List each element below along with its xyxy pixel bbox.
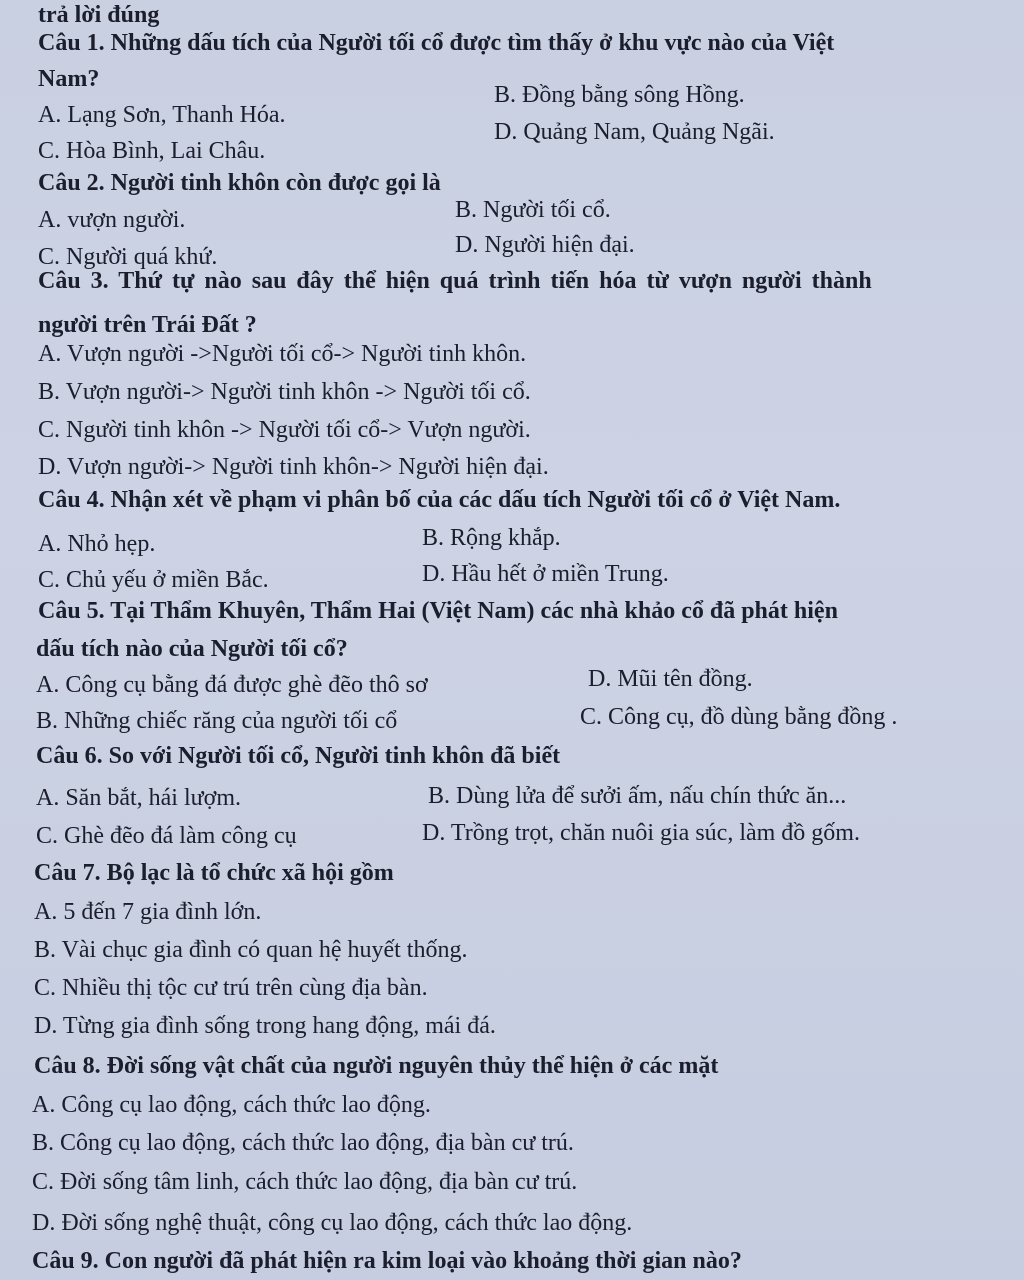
question-3-title: Câu 3. Thứ tự nào sau đây thể hiện quá trình tiến hóa từ vượn người thành bbox=[38, 268, 872, 294]
question-1-option-d: D. Quảng Nam, Quảng Ngãi. bbox=[494, 119, 775, 145]
question-7-title: Câu 7. Bộ lạc là tổ chức xã hội gồm bbox=[34, 860, 394, 886]
question-5-title: Câu 5. Tại Thẩm Khuyên, Thẩm Hai (Việt Nam) các nhà khảo cổ đã phát hiện bbox=[38, 598, 838, 624]
question-1-option-a: A. Lạng Sơn, Thanh Hóa. bbox=[38, 102, 286, 128]
question-3-option-a: A. Vượn người ->Người tối cổ-> Người tinh khôn. bbox=[38, 341, 527, 367]
question-9-title: Câu 9. Con người đã phát hiện ra kim loại vào khoảng thời gian nào? bbox=[32, 1248, 742, 1274]
question-3-title-cont: người trên Trái Đất ? bbox=[38, 312, 257, 338]
question-1-title-cont: Nam? bbox=[38, 66, 100, 92]
question-4-option-d: D. Hầu hết ở miền Trung. bbox=[422, 561, 669, 587]
question-6-option-b: B. Dùng lửa để sưởi ấm, nấu chín thức ăn... bbox=[428, 783, 847, 809]
question-7-option-c: C. Nhiều thị tộc cư trú trên cùng địa bàn. bbox=[34, 975, 428, 1001]
question-2-option-c: C. Người quá khứ. bbox=[38, 244, 218, 270]
question-3-option-b: B. Vượn người-> Người tinh khôn -> Người tối cổ. bbox=[38, 379, 531, 405]
question-8-option-a: A. Công cụ lao động, cách thức lao động. bbox=[32, 1092, 431, 1118]
question-5-option-b: B. Những chiếc răng của người tối cổ bbox=[36, 708, 398, 734]
question-4-option-a: A. Nhỏ hẹp. bbox=[38, 531, 156, 557]
question-1-option-b: B. Đồng bằng sông Hồng. bbox=[494, 82, 745, 108]
question-4-title: Câu 4. Nhận xét về phạm vi phân bố của các dấu tích Người tối cổ ở Việt Nam. bbox=[38, 487, 841, 513]
question-3-option-c: C. Người tinh khôn -> Người tối cổ-> Vượn người. bbox=[38, 417, 531, 443]
question-1-option-c: C. Hòa Bình, Lai Châu. bbox=[38, 138, 266, 164]
question-5-option-d: D. Mũi tên đồng. bbox=[588, 666, 753, 692]
question-8-option-c: C. Đời sống tâm linh, cách thức lao động, địa bàn cư trú. bbox=[32, 1169, 578, 1195]
question-6-option-c: C. Ghè đẽo đá làm công cụ bbox=[36, 823, 297, 849]
question-8-title: Câu 8. Đời sống vật chất của người nguyên thủy thể hiện ở các mặt bbox=[34, 1053, 719, 1079]
question-3-option-d: D. Vượn người-> Người tinh khôn-> Người hiện đại. bbox=[38, 454, 549, 480]
question-2-option-b: B. Người tối cổ. bbox=[455, 197, 611, 223]
question-2-title: Câu 2. Người tinh khôn còn được gọi là bbox=[38, 170, 441, 196]
question-8-option-b: B. Công cụ lao động, cách thức lao động, địa bàn cư trú. bbox=[32, 1130, 574, 1156]
question-8-option-d: D. Đời sống nghệ thuật, công cụ lao động, cách thức lao động. bbox=[32, 1210, 633, 1236]
question-2-option-a: A. vượn người. bbox=[38, 207, 186, 233]
question-2-option-d: D. Người hiện đại. bbox=[455, 232, 635, 258]
question-5-option-c: C. Công cụ, đồ dùng bằng đồng . bbox=[580, 704, 898, 730]
question-6-option-d: D. Trồng trọt, chăn nuôi gia súc, làm đồ gốm. bbox=[422, 820, 860, 846]
question-6-option-a: A. Săn bắt, hái lượm. bbox=[36, 785, 242, 811]
question-7-option-d: D. Từng gia đình sống trong hang động, mái đá. bbox=[34, 1013, 496, 1039]
question-1-title: Câu 1. Những dấu tích của Người tối cổ được tìm thấy ở khu vực nào của Việt bbox=[38, 30, 835, 56]
question-4-option-c: C. Chủ yếu ở miền Bắc. bbox=[38, 567, 269, 593]
question-7-option-b: B. Vài chục gia đình có quan hệ huyết thống. bbox=[34, 937, 468, 963]
question-6-title: Câu 6. So với Người tối cổ, Người tinh khôn đã biết bbox=[36, 743, 561, 769]
intro-text: trả lời đúng bbox=[38, 2, 160, 28]
question-7-option-a: A. 5 đến 7 gia đình lớn. bbox=[34, 899, 262, 925]
question-4-option-b: B. Rộng khắp. bbox=[422, 525, 561, 551]
question-5-option-a: A. Công cụ bằng đá được ghè đẽo thô sơ bbox=[36, 672, 428, 698]
question-5-title-cont: dấu tích nào của Người tối cổ? bbox=[36, 636, 348, 662]
